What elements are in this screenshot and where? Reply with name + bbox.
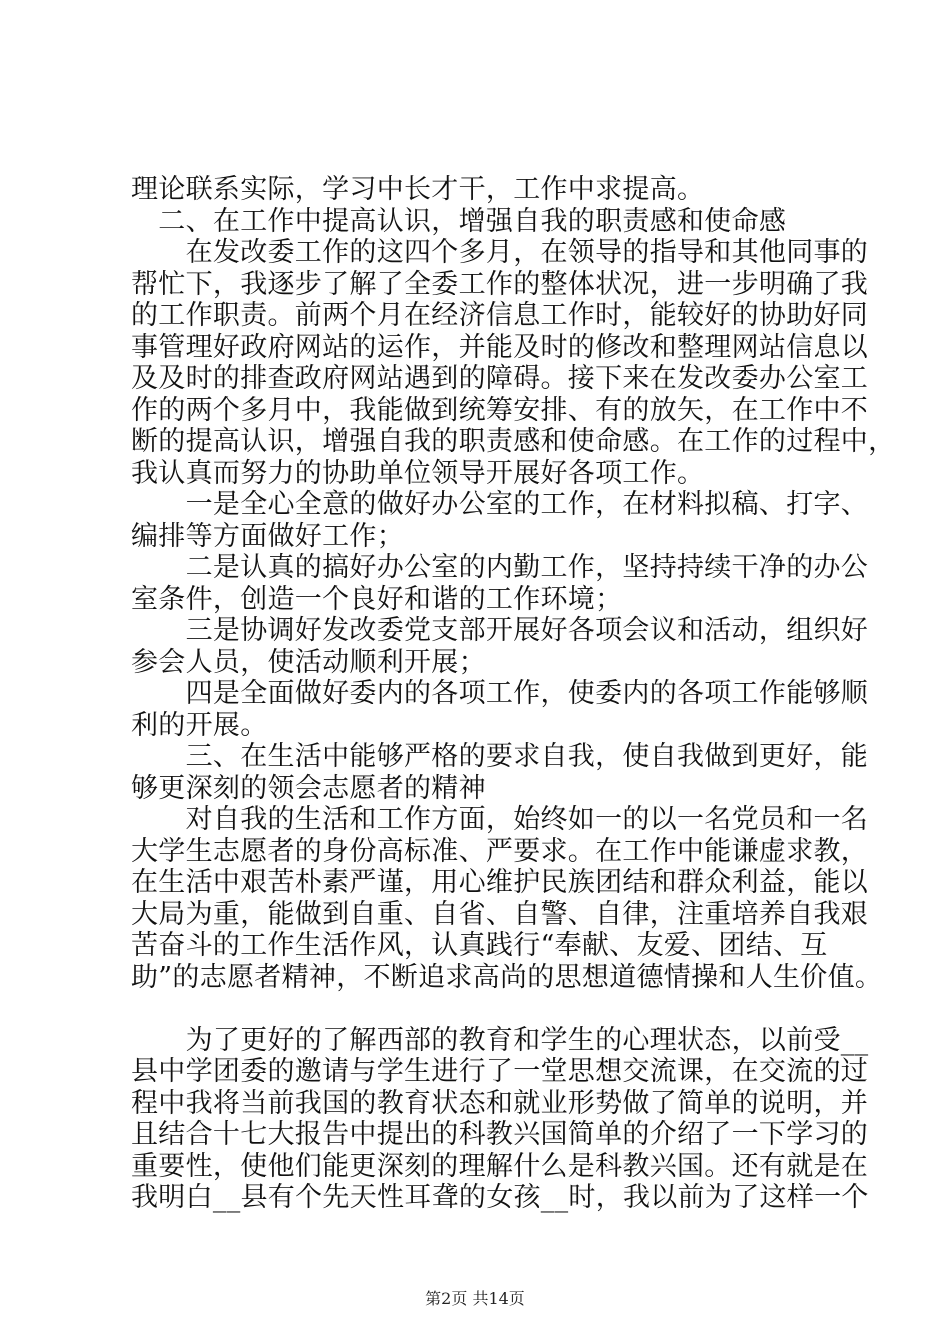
text-line: 帮忙下，我逐步了解了全委工作的整体状况，进一步明确了我 — [131, 268, 869, 300]
text-line: 我认真而努力的协助单位领导开展好各项工作。 — [131, 457, 705, 489]
text-line: 大局为重，能做到自重、自省、自警、自律，注重培养自我艰 — [131, 898, 869, 930]
text-line: 参会人员，使活动顺利开展； — [131, 646, 486, 678]
text-line: 一是全心全意的做好办公室的工作，在材料拟稿、打字、 — [131, 489, 869, 520]
text-line: 苦奋斗的工作生活作风，认真践行“奉献、友爱、团结、互 — [131, 930, 828, 961]
text-line: 为了更好的了解西部的教育和学生的心理状态，以前受__ — [131, 1024, 869, 1056]
text-line: 及及时的排查政府网站遇到的障碍。接下来在发改委办公室工 — [131, 363, 869, 394]
text-line: 程中我将当前我国的教育状态和就业形势做了简单的说明，并 — [131, 1087, 869, 1119]
text-line: 在发改委工作的这四个多月，在领导的指导和其他同事的 — [131, 237, 869, 268]
text-line: 助”的志愿者精神，不断追求高尚的思想道德情操和人生价值。 — [131, 961, 883, 993]
text-line: 且结合十七大报告中提出的科教兴国简单的介绍了一下学习的 — [131, 1119, 869, 1150]
section-heading: 二、在工作中提高认识，增强自我的职责感和使命感 — [131, 205, 787, 237]
text-line: 理论联系实际，学习中长才干，工作中求提高。 — [131, 174, 705, 205]
text-line: 事管理好政府网站的运作，并能及时的修改和整理网站信息以 — [131, 331, 869, 363]
section-heading: 三、在生活中能够严格的要求自我，使自我做到更好，能 — [131, 741, 869, 772]
text-line: 四是全面做好委内的各项工作，使委内的各项工作能够顺 — [131, 678, 869, 709]
text-line: 重要性，使他们能更深刻的理解什么是科教兴国。还有就是在 — [131, 1150, 869, 1182]
text-line: 室条件，创造一个良好和谐的工作环境； — [131, 583, 623, 615]
text-line: 在生活中艰苦朴素严谨，用心维护民族团结和群众利益，能以 — [131, 867, 869, 898]
text-line: 我明白__县有个先天性耳聋的女孩__时，我以前为了这样一个 — [131, 1182, 869, 1213]
section-heading: 够更深刻的领会志愿者的精神 — [131, 772, 486, 804]
document-body — [131, 174, 896, 1214]
text-line: 二是认真的搞好办公室的内勤工作，坚持持续干净的办公 — [131, 552, 869, 583]
text-line: 的工作职责。前两个月在经济信息工作时，能较好的协助好同 — [131, 300, 869, 331]
text-line: 编排等方面做好工作； — [131, 520, 404, 552]
text-line: 三是协调好发改委党支部开展好各项会议和活动，组织好 — [131, 615, 869, 646]
text-line: 对自我的生活和工作方面，始终如一的以一名党员和一名 — [131, 804, 869, 835]
page-number: 第2页 共14页 — [425, 1289, 525, 1308]
text-line: 县中学团委的邀请与学生进行了一堂思想交流课，在交流的过 — [131, 1056, 869, 1087]
text-line: 利的开展。 — [131, 709, 268, 741]
text-line: 作的两个多月中，我能做到统筹安排、有的放矢，在工作中不 — [131, 394, 869, 426]
text-line: 断的提高认识，增强自我的职责感和使命感。在工作的过程中， — [131, 426, 896, 457]
text-line: 大学生志愿者的身份高标准、严要求。在工作中能谦虚求教， — [131, 835, 869, 867]
blank-line — [131, 993, 831, 1025]
